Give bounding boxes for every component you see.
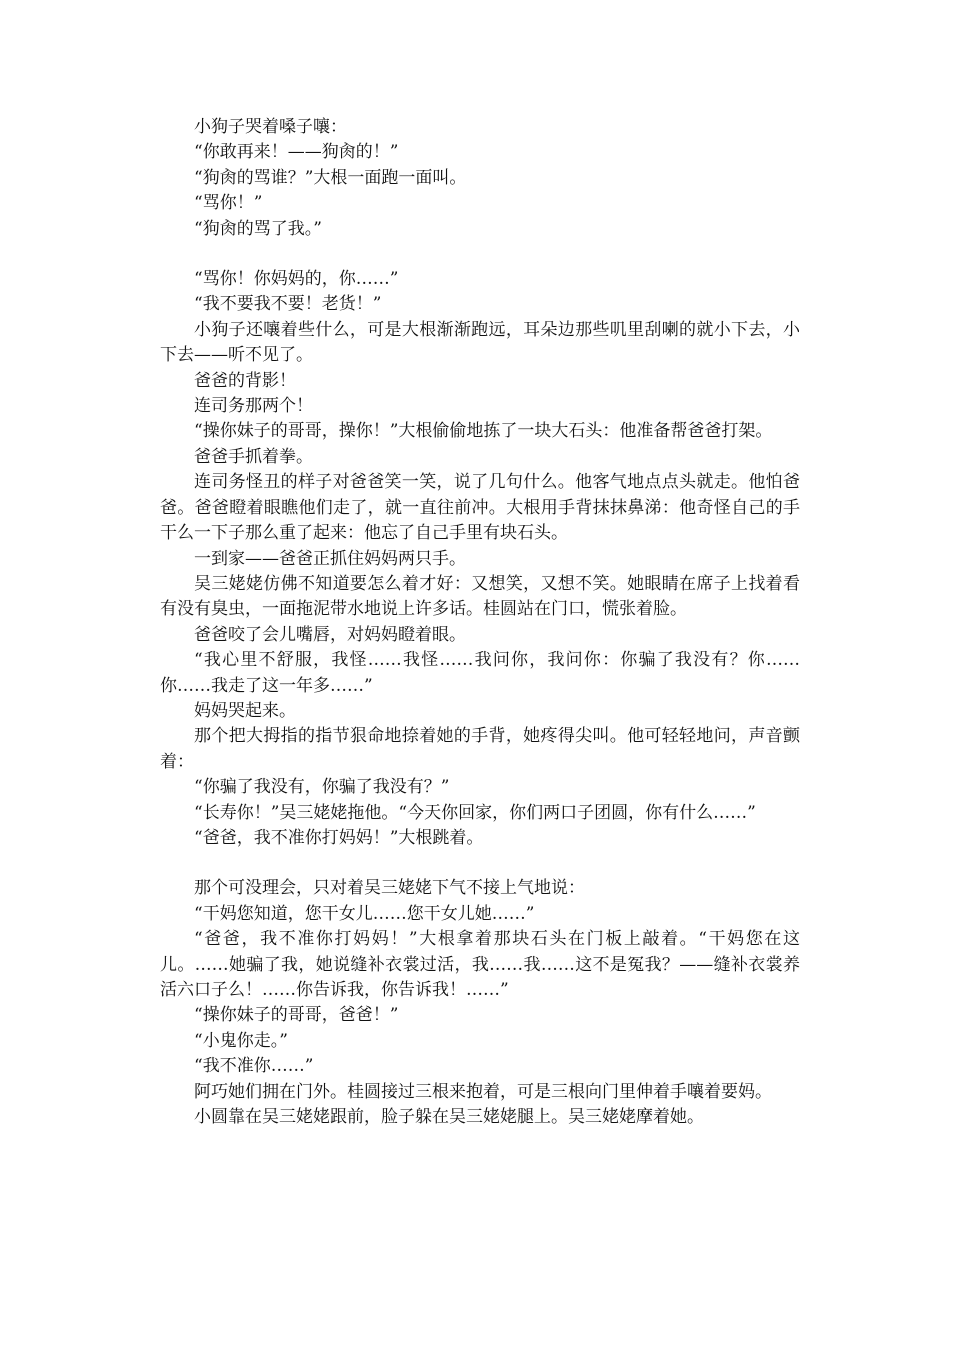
paragraph: “骂你！” (194, 193, 263, 214)
paragraph: 连司务怪丑的样子对爸爸笑一笑，说了几句什么。他客气地点点头就走。他怕爸爸。爸爸瞪着眼瞧他们走了，就一直往前冲。大根用手背抹抹鼻涕：他奇怪自己的手干么一下子那么重了起来：他忘了自己手里有块石头。 (160, 472, 800, 544)
paragraph: 小狗子哭着嗓子嚷： (194, 117, 347, 137)
paragraph: “爸爸，我不准你打妈妈！”大根拿着那块石头在门板上敲着。“干妈您在这儿。……她骗了我，她说缝补衣裳过活，我……我……这不是冤我？——缝补衣裳养活六口子么！……你告诉我，你告诉我！……” (160, 929, 800, 1000)
paragraph: 一到家——爸爸正抓住妈妈两只手。 (194, 548, 466, 569)
paragraph: 爸爸的背影！ (194, 370, 296, 391)
paragraph: “爸爸，我不准你打妈妈！”大根跳着。 (194, 827, 484, 848)
paragraph: “我不准你……” (194, 1056, 314, 1077)
paragraph: 小圆靠在吴三姥姥跟前，脸子躲在吴三姥姥腿上。吴三姥姥摩着她。 (194, 1107, 704, 1128)
paragraph: “操你妹子的哥哥，操你！”大根偷偷地拣了一块大石头：他准备帮爸爸打架。 (194, 421, 773, 442)
paragraph-gap (160, 851, 800, 876)
paragraph: “长寿你！”吴三姥姥拖他。“今天你回家，你们两口子团圆，你有什么……” (194, 802, 756, 823)
document-body (160, 115, 800, 1130)
paragraph: “我不要我不要！老货！” (194, 294, 382, 315)
paragraph-gap (160, 242, 800, 267)
paragraph: “骂你！你妈妈的，你……” (194, 269, 399, 290)
paragraph: “你骗了我没有，你骗了我没有？” (194, 777, 450, 798)
paragraph: 吴三姥姥仿佛不知道要怎么着才好：又想笑，又想不笑。她眼睛在席子上找着看有没有臭虫，一面拖泥带水地说上许多话。桂圆站在门口，慌张着脸。 (160, 573, 800, 620)
paragraph: 连司务那两个！ (194, 396, 313, 417)
paragraph: 那个把大拇指的指节狠命地捺着她的手背，她疼得尖叫。他可轻轻地问，声音颤着： (160, 726, 800, 772)
paragraph: “小鬼你走。” (194, 1030, 288, 1051)
paragraph: 那个可没理会，只对着吴三姥姥下气不接上气地说： (194, 878, 585, 899)
paragraph: 爸爸咬了会儿嘴唇，对妈妈瞪着眼。 (194, 624, 466, 645)
paragraph: “狗肏的骂谁？”大根一面跑一面叫。 (194, 167, 467, 188)
paragraph: “你敢再来！——狗肏的！” (194, 142, 399, 163)
paragraph: 爸爸手抓着拳。 (194, 446, 313, 467)
paragraph: “操你妹子的哥哥，爸爸！” (194, 1005, 399, 1026)
paragraph: 小狗子还嚷着些什么，可是大根渐渐跑远，耳朵边那些叽里刮喇的就小下去，小下去——听不见了。 (160, 319, 800, 366)
paragraph: “我心里不舒服，我怪……我怪……我问你，我问你：你骗了我没有？你……你……我走了这一年多……” (160, 650, 800, 696)
paragraph: 阿巧她们拥在门外。桂圆接过三根来抱着，可是三根向门里伸着手嚷着要妈。 (194, 1081, 772, 1102)
paragraph: “干妈您知道，您干女儿……您干女儿她……” (194, 903, 535, 924)
paragraph: “狗肏的骂了我。” (194, 218, 322, 239)
paragraph: 妈妈哭起来。 (194, 700, 296, 721)
